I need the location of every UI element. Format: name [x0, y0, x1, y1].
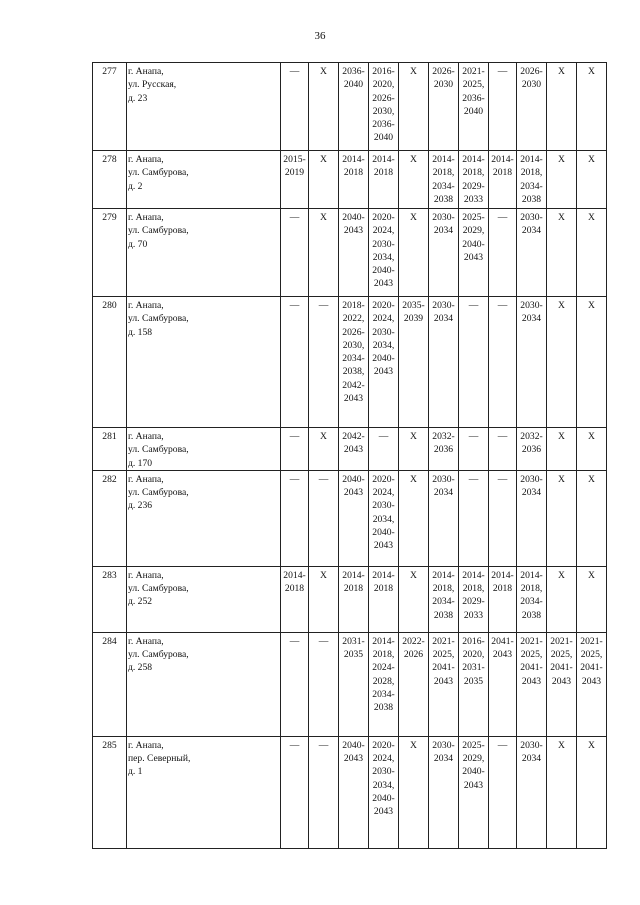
period-cell [459, 566, 489, 632]
period-text: 2036- 2040 [342, 66, 365, 91]
period-text: 2030- 2034 [520, 739, 543, 765]
address-text: г. Анапа, ул. Самбурова, д. 236 [128, 473, 189, 512]
period-cell [577, 209, 607, 297]
row-number: 284 [93, 632, 127, 736]
period-cell [577, 428, 607, 471]
period-cell [547, 151, 577, 209]
period-text: 2015- 2019 [283, 154, 306, 179]
period-cell [369, 566, 399, 632]
period-cell [281, 209, 309, 297]
period-text: X [588, 473, 595, 485]
period-cell [547, 470, 577, 566]
period-cell [489, 297, 517, 428]
period-cell [369, 736, 399, 848]
period-cell [547, 632, 577, 736]
period-cell [517, 736, 547, 848]
dash-mark: — [318, 739, 329, 751]
period-text: X [410, 212, 417, 223]
dash-mark: — [289, 473, 300, 485]
period-cell [429, 470, 459, 566]
period-text: 2025- 2029, 2040- 2043 [462, 212, 485, 263]
period-cell [369, 428, 399, 471]
period-cell [369, 632, 399, 736]
period-cell [577, 297, 607, 428]
period-cell [369, 151, 399, 209]
row-number: 285 [93, 736, 127, 848]
period-cell [459, 151, 489, 209]
period-cell [429, 566, 459, 632]
table-row [93, 632, 607, 736]
address-cell [127, 209, 281, 297]
address-cell [127, 736, 281, 848]
period-cell [281, 632, 309, 736]
period-text: 2026- 2030 [520, 66, 543, 91]
period-cell [309, 632, 339, 736]
period-cell [577, 63, 607, 151]
period-text: 2018- 2022, 2026- 2030, 2034- 2038, 2042- 2043 [342, 300, 365, 405]
period-text: 2040- 2043 [342, 473, 365, 499]
period-text: 2030- 2034 [432, 212, 455, 237]
period-text: 2014- 2018, 2029- 2033 [462, 154, 485, 205]
period-text: 2021- 2025, 2041- 2043 [550, 635, 573, 687]
dash-mark: — [289, 300, 300, 311]
dash-mark: — [289, 635, 300, 647]
period-text: 2014- 2018, 2034- 2038 [432, 569, 455, 621]
address-text: г. Анапа, ул. Самбурова, д. 70 [128, 212, 189, 250]
period-cell [547, 566, 577, 632]
period-text: X [410, 569, 417, 581]
table-row [93, 209, 607, 297]
period-cell [309, 566, 339, 632]
period-text: 2014- 2018, 2029- 2033 [462, 569, 485, 621]
address-text: г. Анапа, ул. Русская, д. 23 [128, 66, 177, 104]
period-cell [489, 151, 517, 209]
dash-mark: — [318, 300, 329, 311]
period-cell [281, 566, 309, 632]
period-cell [489, 428, 517, 471]
period-cell [399, 209, 429, 297]
address-cell [127, 428, 281, 471]
period-cell [309, 736, 339, 848]
row-number: 281 [93, 428, 127, 471]
address-text: г. Анапа, ул. Самбурова, д. 2 [128, 154, 189, 192]
period-text: 2032- 2036 [520, 431, 543, 456]
period-cell [517, 209, 547, 297]
period-cell [281, 428, 309, 471]
period-text: 2021- 2025, 2036- 2040 [462, 66, 485, 117]
period-cell [281, 151, 309, 209]
period-cell [429, 209, 459, 297]
period-text: 2020- 2024, 2030- 2034, 2040- 2043 [372, 300, 395, 378]
period-cell [577, 566, 607, 632]
period-cell [339, 63, 369, 151]
period-cell [489, 632, 517, 736]
period-text: X [410, 739, 417, 751]
period-cell [281, 63, 309, 151]
period-cell [547, 428, 577, 471]
dash-mark: — [289, 739, 300, 751]
period-text: 2022- 2026 [402, 635, 425, 661]
dash-mark: — [497, 473, 508, 485]
period-text: 2020- 2024, 2030- 2034, 2040- 2043 [372, 212, 395, 290]
period-cell [429, 297, 459, 428]
period-cell [399, 632, 429, 736]
period-cell [489, 566, 517, 632]
period-cell [547, 63, 577, 151]
table-row [93, 297, 607, 428]
period-text: X [588, 66, 595, 77]
address-cell [127, 470, 281, 566]
period-cell [517, 428, 547, 471]
period-text: X [588, 212, 595, 223]
period-text: 2030- 2034 [520, 473, 543, 499]
dash-mark: — [318, 635, 329, 647]
period-text: X [588, 154, 595, 165]
period-text: X [588, 569, 595, 581]
period-cell [309, 428, 339, 471]
period-cell [459, 63, 489, 151]
period-cell [339, 151, 369, 209]
table-row [93, 151, 607, 209]
period-cell [309, 209, 339, 297]
period-text: X [410, 154, 417, 165]
period-cell [517, 63, 547, 151]
period-cell [369, 63, 399, 151]
period-cell [459, 470, 489, 566]
period-cell [547, 736, 577, 848]
period-cell [369, 470, 399, 566]
row-number: 280 [93, 297, 127, 428]
period-text: X [320, 154, 327, 165]
period-cell [459, 632, 489, 736]
period-text: X [588, 739, 595, 751]
period-text: X [588, 431, 595, 442]
period-cell [369, 209, 399, 297]
period-cell [369, 297, 399, 428]
address-text: г. Анапа, ул. Самбурова, д. 252 [128, 569, 189, 608]
period-text: X [320, 431, 327, 442]
period-cell [399, 470, 429, 566]
period-text: 2016- 2020, 2026- 2030, 2036- 2040 [372, 66, 395, 144]
period-cell [459, 297, 489, 428]
period-cell [309, 297, 339, 428]
period-text: 2030- 2034 [520, 300, 543, 325]
table-row [93, 470, 607, 566]
period-text: X [558, 569, 565, 581]
period-cell [459, 736, 489, 848]
period-text: 2014- 2018 [342, 154, 365, 179]
period-cell [489, 209, 517, 297]
period-cell [489, 736, 517, 848]
address-cell [127, 566, 281, 632]
period-cell [577, 151, 607, 209]
period-cell [489, 470, 517, 566]
period-cell [281, 736, 309, 848]
period-text: 2014- 2018 [491, 154, 514, 179]
dash-mark: — [468, 473, 479, 485]
period-cell [577, 736, 607, 848]
address-text: г. Анапа, ул. Самбурова, д. 170 [128, 431, 189, 469]
dash-mark: — [497, 739, 508, 751]
period-cell [339, 632, 369, 736]
repair-schedule-table [92, 62, 607, 849]
period-text: X [410, 431, 417, 442]
period-cell [339, 736, 369, 848]
period-text: 2031- 2035 [342, 635, 365, 661]
period-text: 2030- 2034 [432, 300, 455, 325]
period-cell [429, 736, 459, 848]
period-text: X [320, 212, 327, 223]
dash-mark: — [497, 66, 508, 77]
period-text: 2030- 2034 [432, 473, 455, 499]
period-text: X [410, 66, 417, 77]
period-cell [547, 297, 577, 428]
page-number: 36 [314, 30, 326, 42]
address-text: г. Анапа, ул. Самбурова, д. 258 [128, 635, 189, 674]
period-text: 2025- 2029, 2040- 2043 [462, 739, 485, 791]
period-cell [339, 209, 369, 297]
period-cell [309, 63, 339, 151]
period-text: 2021- 2025, 2041- 2043 [520, 635, 543, 687]
dash-mark: — [468, 300, 479, 311]
period-text: 2014- 2018 [372, 569, 395, 595]
period-cell [281, 470, 309, 566]
period-cell [547, 209, 577, 297]
period-text: 2014- 2018, 2034- 2038 [520, 569, 543, 621]
period-text: 2020- 2024, 2030- 2034, 2040- 2043 [372, 739, 395, 818]
address-text: г. Анапа, ул. Самбурова, д. 158 [128, 300, 189, 338]
period-text: X [558, 473, 565, 485]
dash-mark: — [497, 300, 508, 311]
period-cell [339, 566, 369, 632]
period-cell [517, 632, 547, 736]
period-text: X [558, 212, 565, 223]
period-text: 2030- 2034 [520, 212, 543, 237]
period-text: 2014- 2018 [491, 569, 514, 595]
period-cell [399, 63, 429, 151]
period-text: X [320, 66, 327, 77]
period-cell [429, 428, 459, 471]
period-cell [459, 428, 489, 471]
table-row [93, 736, 607, 848]
address-cell [127, 63, 281, 151]
period-cell [399, 151, 429, 209]
dash-mark: — [378, 431, 389, 442]
period-text: X [320, 569, 327, 581]
period-cell [517, 566, 547, 632]
dash-mark: — [289, 212, 300, 223]
dash-mark: — [468, 431, 479, 442]
period-text: X [558, 739, 565, 751]
period-cell [517, 151, 547, 209]
table-row [93, 428, 607, 471]
period-cell [339, 297, 369, 428]
period-cell [399, 566, 429, 632]
period-cell [309, 470, 339, 566]
period-text: 2014- 2018 [283, 569, 306, 595]
address-cell [127, 632, 281, 736]
period-text: 2021- 2025, 2041- 2043 [580, 635, 603, 687]
row-number: 279 [93, 209, 127, 297]
address-text: г. Анапа, пер. Северный, д. 1 [128, 739, 191, 778]
period-text: 2014- 2018, 2034- 2038 [432, 154, 455, 205]
period-cell [577, 470, 607, 566]
row-number: 282 [93, 470, 127, 566]
period-cell [399, 297, 429, 428]
dash-mark: — [318, 473, 329, 485]
period-text: 2042- 2043 [342, 431, 365, 456]
period-cell [429, 632, 459, 736]
period-cell [339, 470, 369, 566]
period-cell [339, 428, 369, 471]
period-text: X [410, 473, 417, 485]
period-text: 2014- 2018 [342, 569, 365, 595]
address-cell [127, 151, 281, 209]
period-text: 2014- 2018, 2034- 2038 [520, 154, 543, 205]
period-text: 2021- 2025, 2041- 2043 [432, 635, 455, 687]
period-cell [459, 209, 489, 297]
period-cell [429, 63, 459, 151]
row-number: 278 [93, 151, 127, 209]
period-text: X [588, 300, 595, 311]
period-text: 2030- 2034 [432, 739, 455, 765]
period-text: 2026- 2030 [432, 66, 455, 91]
row-number: 277 [93, 63, 127, 151]
address-cell [127, 297, 281, 428]
period-cell [309, 151, 339, 209]
period-cell [399, 736, 429, 848]
period-cell [517, 470, 547, 566]
period-cell [399, 428, 429, 471]
period-text: X [558, 66, 565, 77]
period-text: X [558, 154, 565, 165]
period-text: 2014- 2018 [372, 154, 395, 179]
period-cell [281, 297, 309, 428]
period-cell [489, 63, 517, 151]
period-cell [429, 151, 459, 209]
period-cell [517, 297, 547, 428]
period-text: 2040- 2043 [342, 212, 365, 237]
dash-mark: — [497, 212, 508, 223]
period-text: 2016- 2020, 2031- 2035 [462, 635, 485, 687]
period-text: 2041- 2043 [491, 635, 514, 661]
table-row [93, 566, 607, 632]
period-text: X [558, 431, 565, 442]
period-cell [577, 632, 607, 736]
period-text: 2040- 2043 [342, 739, 365, 765]
dash-mark: — [289, 66, 300, 77]
period-text: 2014- 2018, 2024- 2028, 2034- 2038 [372, 635, 395, 714]
period-text: X [558, 300, 565, 311]
dash-mark: — [497, 431, 508, 442]
table-row [93, 63, 607, 151]
period-text: 2035- 2039 [402, 300, 425, 325]
period-text: 2032- 2036 [432, 431, 455, 456]
dash-mark: — [289, 431, 300, 442]
period-text: 2020- 2024, 2030- 2034, 2040- 2043 [372, 473, 395, 552]
row-number: 283 [93, 566, 127, 632]
